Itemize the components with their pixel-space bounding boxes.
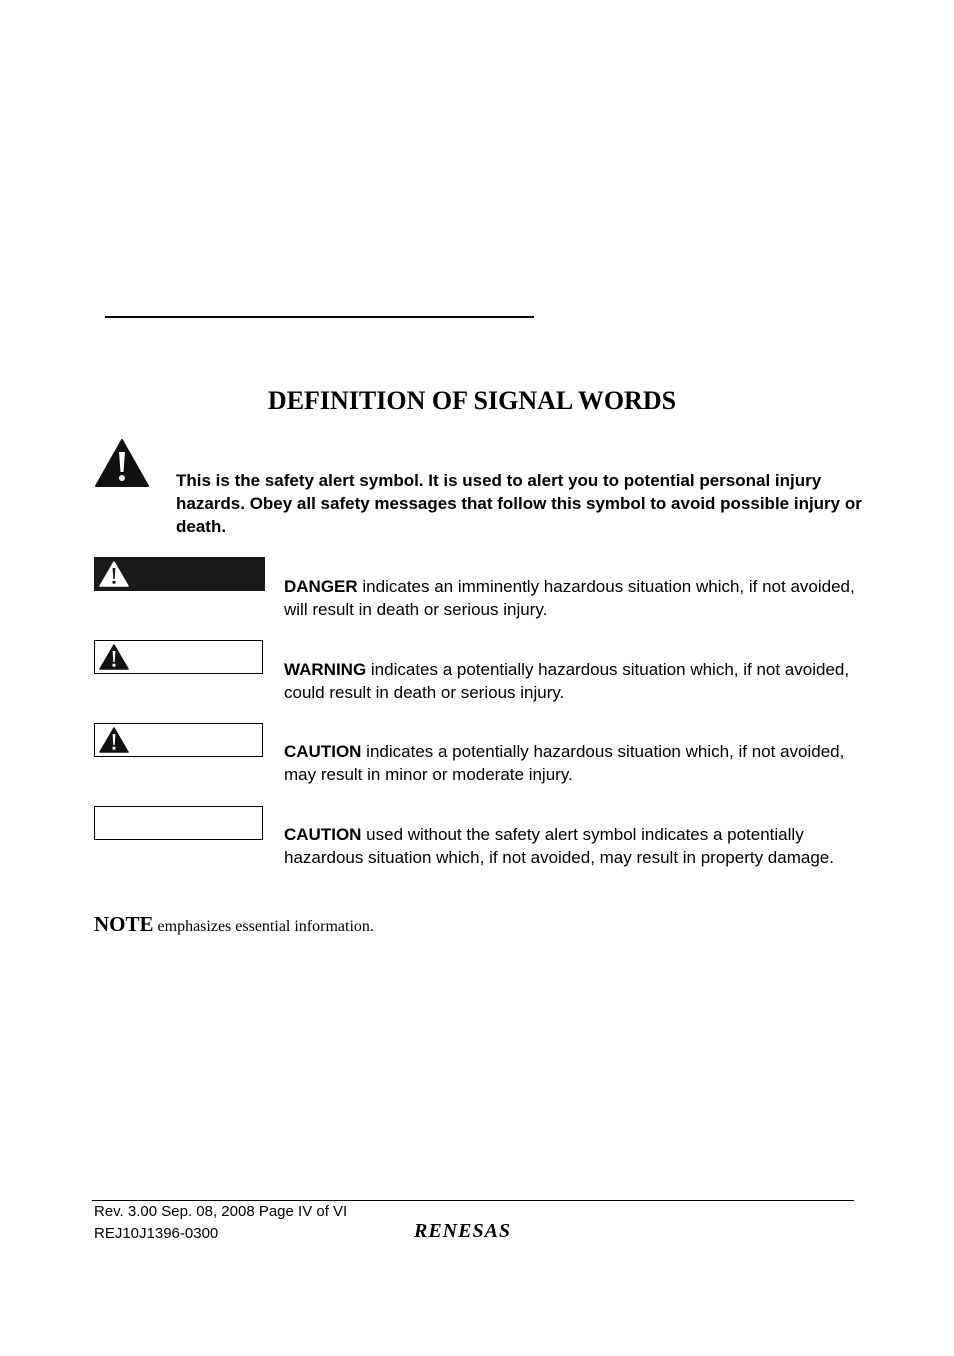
danger-description (284, 575, 864, 621)
top-divider (105, 316, 534, 318)
note-line (94, 912, 374, 937)
warning-text: indicates a potentially hazardous situation which, if not avoided, could result in death or serious injury. (284, 660, 850, 702)
caution-keyword: CAUTION (284, 742, 362, 761)
caution-label-box (94, 723, 263, 757)
footer-revision: Rev. 3.00 Sep. 08, 2008 Page IV of VI (94, 1203, 348, 1220)
danger-keyword: DANGER (284, 577, 358, 596)
caution-description (284, 740, 864, 786)
footer-doc-number: REJ10J1396-0300 (94, 1225, 219, 1242)
danger-label-box (94, 557, 265, 591)
renesas-logo-text: RENESAS (414, 1220, 512, 1242)
warning-description (284, 658, 864, 704)
caution-no-symbol-label-box (94, 806, 263, 840)
danger-alert-icon (98, 560, 130, 588)
danger-text: indicates an imminently hazardous situation which, if not avoided, will result in death or serious injury. (284, 577, 855, 619)
renesas-logo (414, 1220, 532, 1242)
warning-keyword: WARNING (284, 660, 367, 679)
caution-no-symbol-description (284, 823, 864, 869)
caution-alert-icon (98, 726, 130, 754)
footer-divider (92, 1200, 854, 1201)
note-text: emphasizes essential information. (153, 918, 374, 935)
safety-alert-description: This is the safety alert symbol. It is used to alert you to potential personal injury hazards. Obey all safety messages that follow this symbol to avoid possible injury or death. (176, 471, 862, 536)
safety-alert-triangle-icon (94, 438, 150, 488)
note-keyword: NOTE (94, 912, 154, 936)
warning-alert-icon (98, 643, 130, 671)
caution-no-symbol-keyword: CAUTION (284, 825, 362, 844)
caution-no-symbol-text: used without the safety alert symbol indicates a potentially hazardous situation which, if not avoided, may result in property damage. (284, 825, 834, 867)
warning-label-box (94, 640, 263, 674)
page-title: DEFINITION OF SIGNAL WORDS (267, 386, 677, 415)
caution-text: indicates a potentially hazardous situation which, if not avoided, may result in minor or moderate injury. (284, 742, 845, 784)
